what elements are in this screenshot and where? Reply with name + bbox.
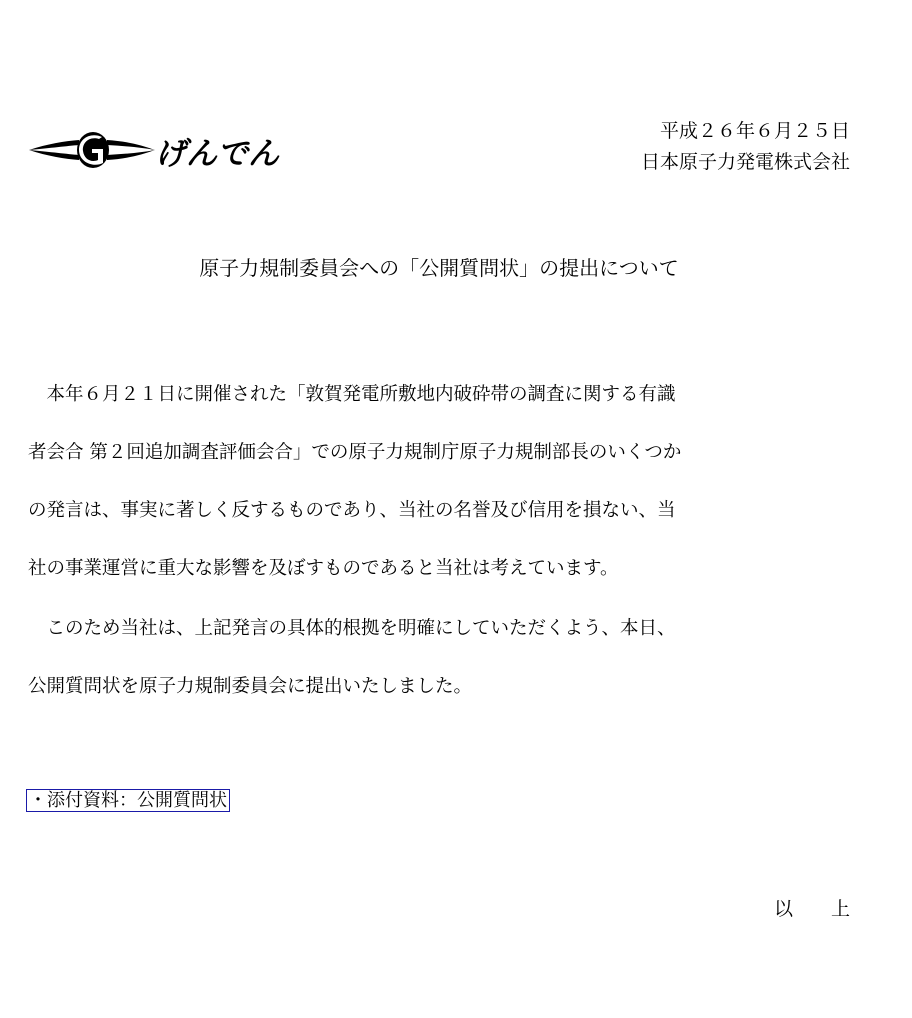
company-name: 日本原子力発電株式会社 xyxy=(640,151,850,173)
closing-mark: 以 上 xyxy=(773,898,850,920)
document-header xyxy=(641,116,850,178)
body-line-3: の発言は、事実に著しく反するものであり、当社の名誉及び信用を損ない、当 xyxy=(28,500,676,521)
attachment-link[interactable]: ・添付資料：公開質問状 xyxy=(26,789,230,812)
body-line-1: 本年６月２１日に開催された「敦賀発電所敷地内破砕帯の調査に関する有識 xyxy=(28,384,676,405)
document-title: 原子力規制委員会への「公開質問状」の提出について xyxy=(199,256,679,280)
logo-wordmark: げんでん xyxy=(155,136,279,172)
body-line-5: このため当社は、上記発言の具体的根拠を明確にしていただくよう、本日、 xyxy=(28,618,676,639)
company-logo xyxy=(27,128,341,174)
body-line-6: 公開質問状を原子力規制委員会に提出いたしました。 xyxy=(28,676,473,697)
issue-date: 平成２６年６月２５日 xyxy=(659,120,850,142)
body-line-2: 者会合 第２回追加調査評価会合」での原子力規制庁原子力規制部長のいくつか xyxy=(28,442,682,463)
body-line-4: 社の事業運営に重大な影響を及ぼすものであると当社は考えています。 xyxy=(28,558,619,579)
genden-logo-graphic xyxy=(27,128,341,174)
